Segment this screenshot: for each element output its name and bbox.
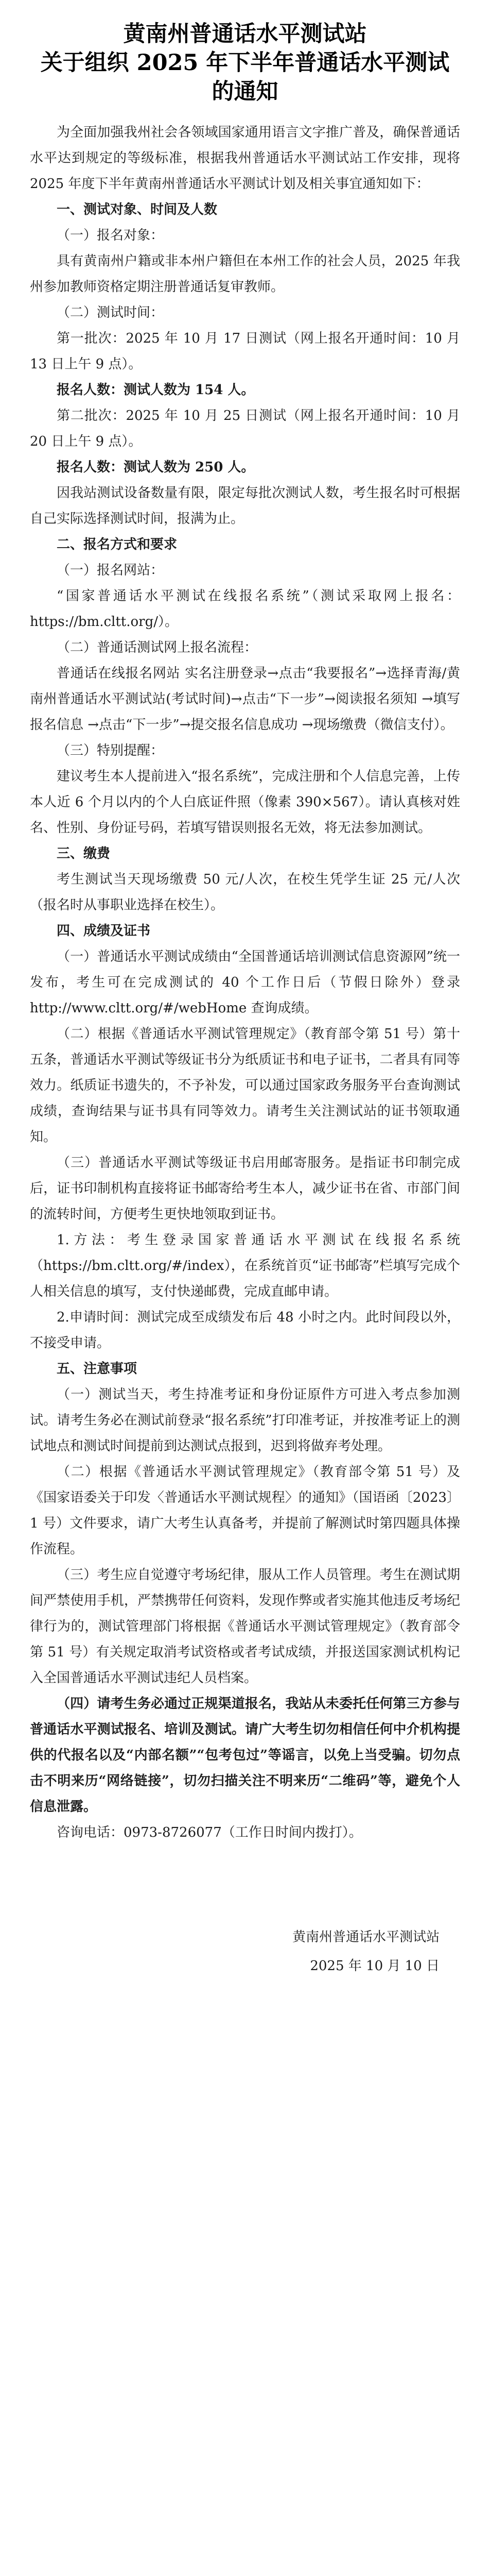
paragraph: “国家普通话水平测试在线报名系统”（测试采取网上报名：https://bm.cltt.org/）。 [30,588,460,630]
paragraph: 1.方法：考生登录国家普通话水平测试在线报名系统（https://bm.cltt.org/#/index），在系统首页“证书邮寄”栏填写完成个人相关信息的填写，支付快递邮费，完成直邮申请。 [30,1232,460,1299]
title-line-2: 关于组织 2025 年下半年普通话水平测试 [40,50,450,76]
title-line-1: 黄南州普通话水平测试站 [123,21,367,47]
paragraph: （二）根据《普通话水平测试管理规定》（教育部令第 51 号）第十五条，普通话水平测试等级证书分为纸质证书和电子证书，二者具有同等效力。纸质证书遗失的，不予补发，可以通过国家政务服务平台查询测试成绩，查询结果与证书具有同等效力。请考生关注测试站的证书领取通知。 [30,1026,460,1145]
paragraph: （三）考生应自觉遵守考场纪律，服从工作人员管理。考生在测试期间严禁使用手机，严禁携带任何资料，发现作弊或者实施其他违反考场纪律行为的，测试管理部门将根据《普通话水平测试管理规定》（教育部令第 51 号）有关规定取消考试资格或者考试成绩，并报送国家测试机构记入全国普通话水平测试违纪人员档案。 [30,1567,460,1686]
subsection-heading: （三）特别提醒： [57,743,164,758]
paragraph: 咨询电话：0973-8726077（工作日时间内拨打）。 [57,1825,362,1840]
paragraph: 考生测试当天现场缴费 50 元/人次，在校生凭学生证 25 元/人次（报名时从事职业选择在校生）。 [30,872,460,913]
paragraph: （一）测试当天，考生持准考证和身份证原件方可进入考点参加测试。请考生务必在测试前登录“报名系统”打印准考证，并按准考证上的测试地点和测试时间提前到达测试点报到，迟到将做弃考处理。 [30,1387,460,1454]
paragraph: （二）根据《普通话水平测试管理规定》（教育部令第 51 号）及《国家语委关于印发〈普通话水平测试规程〉的通知》（国语函〔2023〕1 号）文件要求，请广大考生认真备考，并提前了解测试时第四题具体操作流程。 [30,1464,460,1557]
paragraph: （一）普通话水平测试成绩由“全国普通话培训测试信息资源网”统一发布，考生可在完成测试的 40 个工作日后（节假日除外）登录 http://www.cltt.org/#/webHome 查询成绩。 [30,949,460,1016]
paragraph: 具有黄南州户籍或非本州户籍但在本州工作的社会人员，2025 年我州参加教师资格定期注册普通话复审教师。 [30,253,460,295]
paragraph: 为全面加强我州社会各领域国家通用语言文字推广普及，确保普通话水平达到规定的等级标准，根据我州普通话水平测试站工作安排，现将 2025 年度下半年黄南州普通话水平测试计划及相关事宜通知如下： [30,125,460,192]
bold-paragraph: （四）请考生务必通过正规渠道报名，我站从未委托任何第三方参与普通话水平测试报名、培训及测试。请广大考生切勿相信任何中介机构提供的代报名以及“内部名额”“包考包过”等谣言，以免上当受骗。切勿点击不明来历“网络链接”，切勿扫描关注不明来历“二维码”等，避免个人信息泄露。 [30,1696,460,1815]
subsection-heading: （一）报名网站： [57,563,164,578]
bold-paragraph: 报名人数：测试人数为 154 人。 [57,382,255,398]
bold-paragraph: 报名人数：测试人数为 250 人。 [57,460,255,475]
signature-org: 黄南州普通话水平测试站 [292,1929,440,1945]
section-heading: 五、注意事项 [57,1361,137,1377]
paragraph: 第二批次：2025 年 10 月 25 日测试（网上报名开通时间：10 月 20 日上午 9 点）。 [30,408,460,449]
notice-title [30,20,460,106]
paragraph: 因我站测试设备数量有限，限定每批次测试人数，考生报名时可根据自己实际选择测试时间，报满为止。 [30,485,460,527]
section-heading: 三、缴费 [57,846,111,861]
notice-body [30,120,460,1845]
signature-block [30,1923,460,1980]
section-heading: 四、成绩及证书 [57,923,151,939]
paragraph: （三）普通话水平测试等级证书启用邮寄服务。是指证书印制完成后，证书印制机构直接将证书邮寄给考生本人，减少证书在省、市部门间的流转时间，方便考生更快地领取到证书。 [30,1155,460,1222]
subsection-heading: （二）普通话测试网上报名流程： [57,640,258,655]
subsection-heading: （一）报名对象： [57,228,164,243]
paragraph: 建议考生本人提前进入“报名系统”，完成注册和个人信息完善，上传本人近 6 个月以内的个人白底证件照（像素 390×567）。请认真核对姓名、性别、身份证号码，若填写错误则报名无效，将无法参加测试。 [30,769,460,836]
paragraph: 普通话在线报名网站 实名注册登录→点击“我要报名”→选择青海/黄南州普通话水平测试站(考试时间)→点击“下一步”→阅读报名须知 →填写报名信息 →点击“下一步”→提交报名信息成功 →现场缴费（微信支付）。 [30,666,460,733]
title-line-3: 的通知 [212,79,278,105]
section-heading: 一、测试对象、时间及人数 [57,202,218,217]
subsection-heading: （二）测试时间： [57,305,164,320]
section-heading: 二、报名方式和要求 [57,537,178,552]
paragraph: 2.申请时间：测试完成至成绩发布后 48 小时之内。此时间段以外，不接受申请。 [30,1310,460,1351]
signature-date: 2025 年 10 月 10 日 [310,1958,440,1974]
paragraph: 第一批次：2025 年 10 月 17 日测试（网上报名开通时间：10 月 13 日上午 9 点）。 [30,331,460,372]
